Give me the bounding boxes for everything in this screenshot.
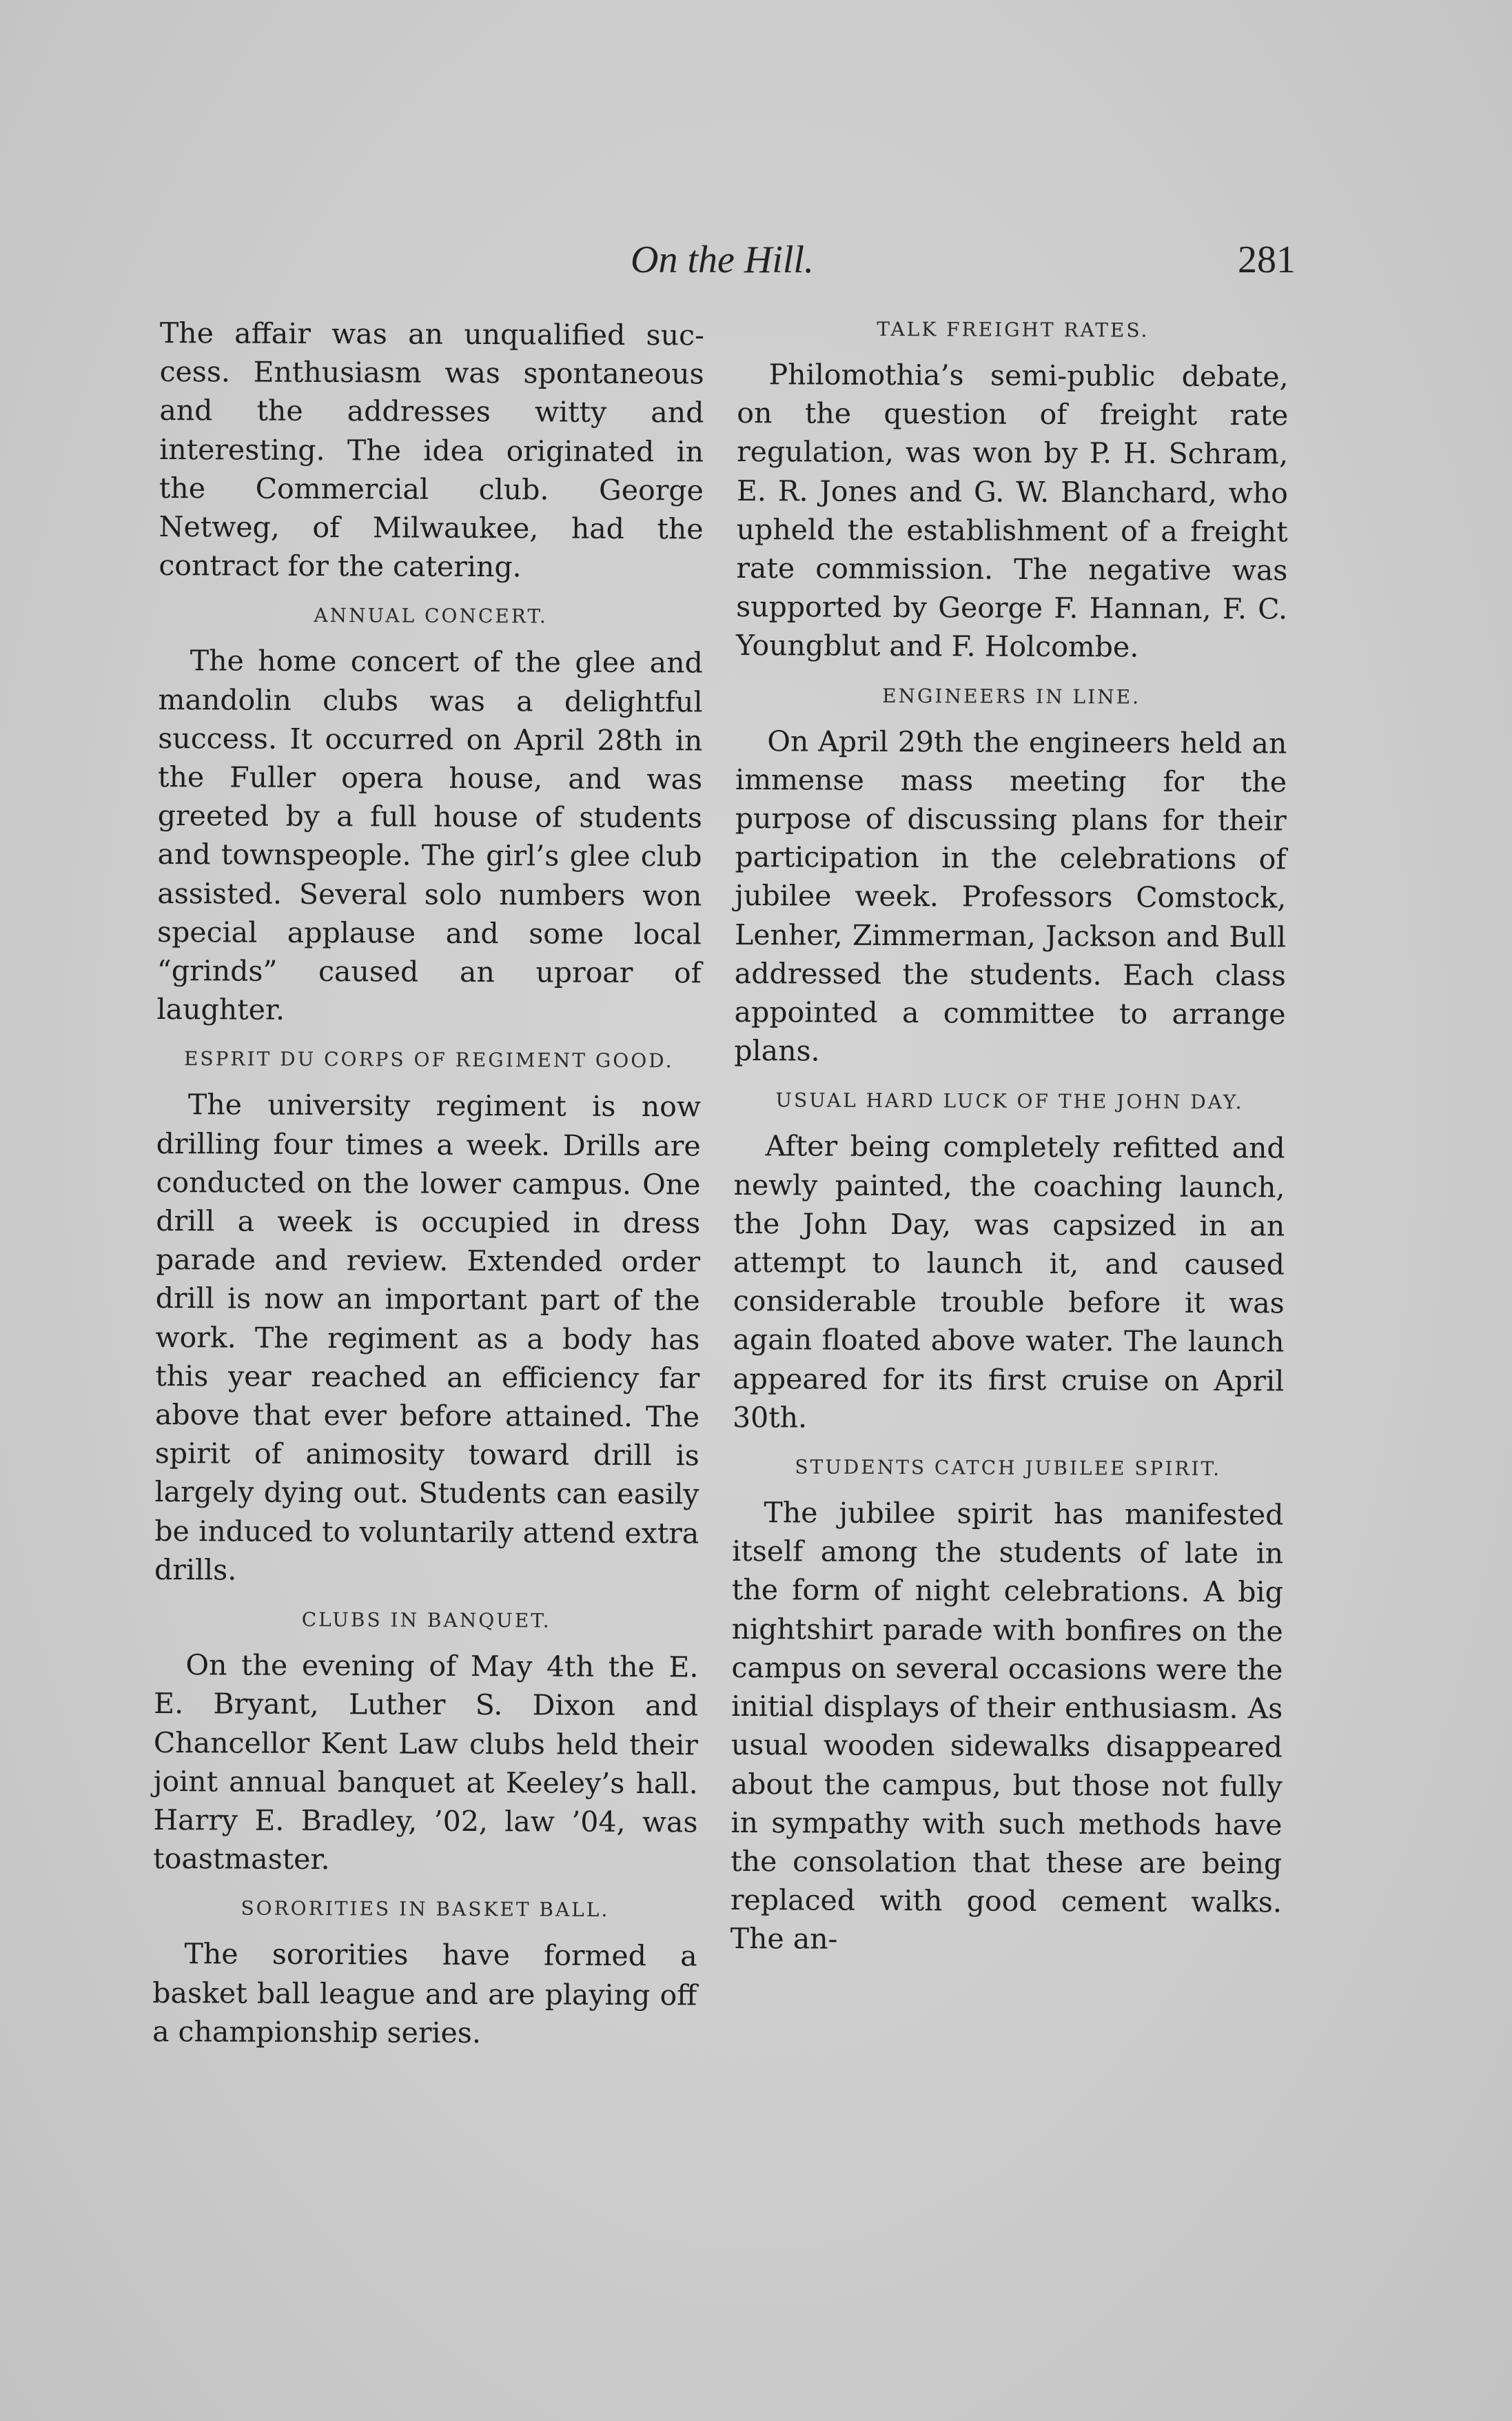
section-heading-esprit-du-corps: ESPRIT DU CORPS OF REGIMENT GOOD. [183,1047,674,1073]
section-body-esprit-du-corps: The university regiment is now drilling four times a week. Drills are conducted on the lower campus. One drill a week is occupied in dress parade and review. Extended order drill is now an important part of the work. The regiment as a body has this year reached an efficiency far above that ever before attained. The spirit of animosity toward drill is largely dying out. Students can easily be induced to voluntarily attend extra drills. [154,1088,702,1587]
section-body-annual-concert: The home concert of the glee and mandolin clubs was a delightful success. It occurred on April 28th in the Fuller opera house, and was greeted by a full house of students and townspeople. The girl’s glee club assisted. Several solo numbers won special applause and some local “grinds” caused an uproar of laughter. [156,644,703,1027]
section-body-sororities: The sororities have formed a basket ball league and are playing off a championship series. [152,1937,697,2049]
section-heading-engineers: ENGINEERS IN LINE. [882,684,1141,709]
section-body-freight-rates: Philomothia’s semi-public debate, on the question of freight rate regulation, was won by P. H. Schram, E. R. Jones and G. W. Blanchard, who upheld the establishment of a freight rate commission. The negative was supported by George F. Hannan, F. C. Youngblut and F. Holcombe. [735,358,1289,664]
left-column [152,314,704,2053]
running-head [165,238,1296,293]
section-heading-jubilee-spirit: STUDENTS CATCH JUBILEE SPIRIT. [795,1455,1222,1481]
section-body-john-day: After being completely refitted and newly painted, the coaching launch, the John Day, was capsized in an attempt to launch it, and caused considerable trouble before it was again floated above water. The launch appeared for its first cruise on April 30th. [732,1129,1285,1435]
section-heading-sororities: SORORITIES IN BASKET BALL. [241,1896,610,1922]
section-heading-freight-rates: TALK FREIGHT RATES. [877,317,1150,342]
section-heading-annual-concert: ANNUAL CONCERT. [314,604,548,628]
section-body-clubs-in-banquet: On the evening of May 4th the E. E. Bryant, Luther S. Dixon and Chancellor Kent Law clubs held their joint annual banquet at Keeley’s hall. Harry E. Bradley, ’02, law ’04, was toastmaster. [153,1648,699,1876]
page-number: 281 [1238,239,1296,281]
running-title: On the Hill. [631,239,814,281]
section-body-jubilee-spirit: The jubilee spirit has manifested itself among the students of late in the form of night celebrations. A big nightshirt parade with bonfires on the campus on several occasions were the initial displays of their enthusiasm. As usual wooden sidewalks disappeared about the campus, but those not fully in sympathy with such methods have the consolation that these are being replaced with good cement walks. The an- [730,1496,1284,1956]
continued-paragraph: The affair was an unqualified success. Enthusiasm was spontaneous and the addresses witty and interesting. The idea originated in the Commercial club. George Netweg, of Milwaukee, had the contract for the catering. [159,316,704,584]
section-heading-clubs-in-banquet: CLUBS IN BANQUET. [301,1608,551,1632]
section-body-engineers: On April 29th the engineers held an immense mass meeting for the purpose of discussing plans for their participation in the celebrations of jubilee week. Professors Comstock, Lenher, Zimmerman, Jackson and Bull addressed the students. Each class appointed a committee to arrange plans. [734,724,1287,1068]
section-heading-john-day: USUAL HARD LUCK OF THE JOHN DAY. [775,1088,1244,1114]
right-column [731,314,1289,1961]
